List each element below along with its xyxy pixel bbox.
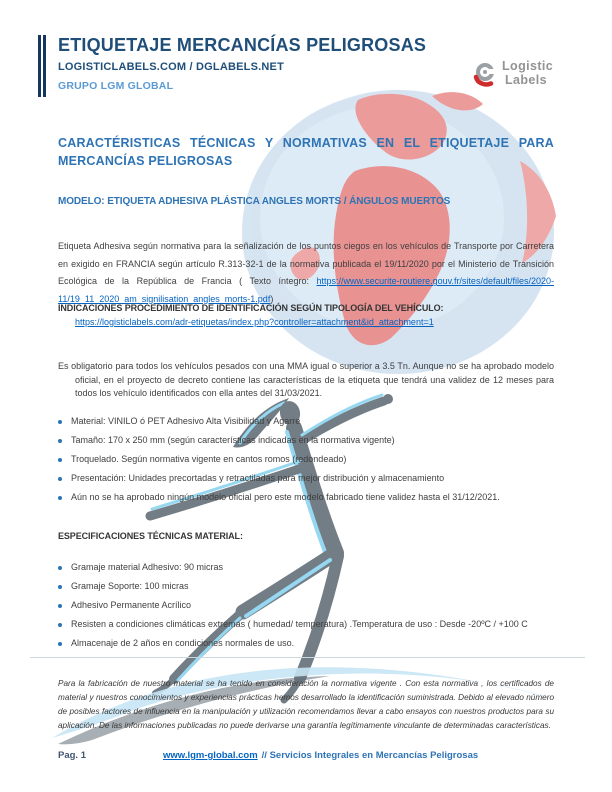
list-item	[58, 416, 554, 428]
list-item	[58, 619, 554, 631]
logo-text	[502, 60, 553, 87]
list-item	[58, 600, 554, 612]
logo-line2: Labels	[505, 72, 547, 87]
page-title: ETIQUETAJE MERCANCÍAS PELIGROSAS	[58, 35, 427, 55]
bullet-icon	[58, 439, 62, 443]
bullet-icon	[58, 642, 62, 646]
bullet-icon	[58, 623, 62, 627]
header-domains: LOGISTICLABELS.COM / DGLABELS.NET	[58, 61, 284, 73]
list-item-text: Troquelado. Según normativa vigente en cantos romos (redondeado)	[71, 453, 347, 464]
logistic-labels-globe-icon	[472, 60, 499, 91]
list-item	[58, 473, 554, 485]
features-list	[58, 416, 554, 511]
bullet-icon	[58, 566, 62, 570]
lgm-global-link[interactable]: www.lgm-global.com	[163, 750, 258, 761]
bullet-icon	[58, 496, 62, 500]
intro-text: Etiqueta Adhesiva según normativa para la señalización de los puntos ciegos en los vehículos de Transporte por Carretera en exigido en FRANCIA según artículo R.313-32-1 de la normativa publicada el 19/11/2020 por el Ministerio de Transición Ecológica de la República de Francia ( Texto íntegro:	[58, 241, 554, 287]
list-item-text: Resisten a condiciones climáticas extremas ( humedad/ temperatura) .Temperatura de uso : Desde -20ºC / +100 C	[71, 618, 528, 629]
list-item-text: Almacenaje de 2 años en condiciones normales de uso.	[71, 637, 295, 648]
footer-divider	[30, 657, 585, 658]
logisticlabels-attachment-link[interactable]: https://logisticlabels.com/adr-etiquetas/index.php?controller=attachment&id_attachment=1	[75, 317, 434, 327]
list-item-text: Gramaje Soporte: 100 micras	[71, 580, 189, 591]
bullet-icon	[58, 458, 62, 462]
intro-text-after: )	[270, 293, 274, 304]
footer-tagline: // Servicios Integrales en Mercancías Peligrosas	[261, 750, 479, 761]
list-item-text: Adhesivo Permanente Acrílico	[71, 599, 192, 610]
disclaimer-paragraph: Para la fabricación de nuestro material se ha tenido en consideración la normativa vigente . Con esta normativa , los certificados de material y nuestros conocimientos y experiencias prácticas hemos desarrollado la identificación suministrada. Debido al elevado número de posibles factores de influencia en la manipulación y utilización recomendamos llevar a cabo ensayos con nuestros productos para su aplicación. De las informaciones publicadas no puede derivarse una garantía legítimamente vinculante de determinadas características.	[58, 679, 554, 730]
bullet-icon	[58, 585, 62, 589]
list-item-text: Material: VINILO ó PET Adhesivo Alta Visibilidad y Agarre	[71, 416, 301, 426]
specs-list	[58, 562, 554, 657]
indicaciones-heading: INDICACIONES PROCEDIMIENTO DE IDENTIFICACIÓN SEGÚN TIPOLOGÍA DEL VEHÍCULO:	[58, 303, 444, 313]
logistic-labels-logo	[472, 60, 553, 91]
securite-routiere-link[interactable]: https://www.securite-routiere.gouv.fr/sites/default/files/2020-11/19_11_2020_am_signilisation_angles_morts-1.pdf	[58, 276, 554, 304]
header-accent-bars	[38, 35, 47, 97]
model-heading: MODELO: ETIQUETA ADHESIVA PLÁSTICA ANGLES MORTS / ÁNGULOS MUERTOS	[58, 196, 451, 207]
logo-line1: Logistic	[502, 59, 554, 73]
specs-heading: ESPECIFICACIONES TÉCNICAS MATERIAL:	[58, 531, 243, 541]
page-number: Pag. 1	[58, 750, 86, 761]
list-item	[58, 435, 554, 447]
list-item	[58, 638, 554, 650]
list-item-text: Presentación: Unidades precortadas y retractiladas para mejor distribución y almacenamiento	[71, 472, 445, 483]
main-heading: CARACTÉRISTICAS TÉCNICAS Y NORMATIVAS EN EL ETIQUETAJE PARA MERCANCÍAS PELIGROSAS	[58, 136, 554, 169]
header-group-name: GRUPO LGM GLOBAL	[58, 80, 174, 92]
list-item-text: Aún no se ha aprobado ningún modelo oficial pero este modelo fabricado tiene validez hasta el 31/12/2021.	[71, 491, 500, 502]
globe-watermark	[242, 90, 556, 374]
obligation-paragraph: Es obligatorio para todos los vehículos pesados con una MMA igual o superior a 3.5 Tn. Aunque no se ha aprobado modelo oficial, en el proyecto de decreto contiene las características de la etiqueta que tendrá una validez de 12 meses para todos los vehículo identificados con ella antes del 31/03/2021.	[58, 361, 554, 399]
bullet-icon	[58, 477, 62, 481]
list-item-text: Tamaño: 170 x 250 mm (según características indicadas en la normativa vigente)	[71, 434, 395, 445]
list-item	[58, 492, 554, 504]
list-item	[58, 562, 554, 574]
intro-paragraph	[58, 238, 554, 308]
footer-tagline-row	[163, 750, 478, 761]
bullet-icon	[58, 604, 62, 608]
list-item	[58, 581, 554, 593]
list-item-text: Gramaje material Adhesivo: 90 micras	[71, 562, 224, 572]
list-item	[58, 454, 554, 466]
bullet-icon	[58, 420, 62, 424]
